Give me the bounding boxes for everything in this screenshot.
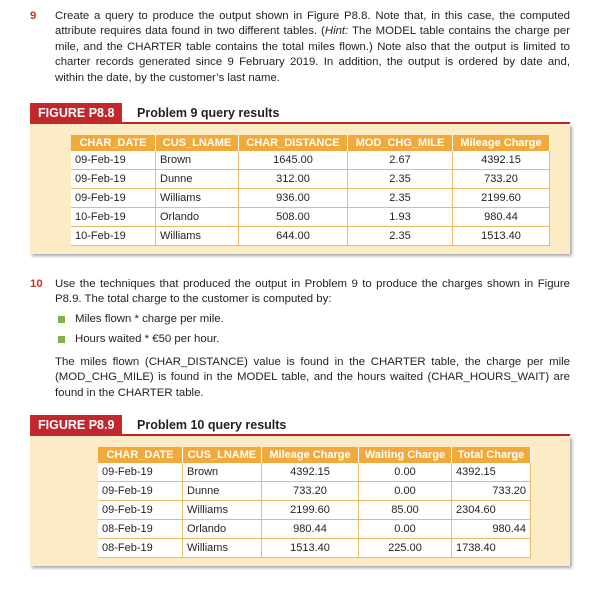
table-row	[98, 482, 531, 501]
table-cell: 08-Feb-19	[98, 539, 183, 558]
table-cell: 980.44	[262, 520, 359, 539]
column-header: Mileage Charge	[262, 447, 359, 463]
column-header: CUS_LNAME	[156, 135, 239, 151]
table-cell: 225.00	[359, 539, 452, 558]
table-cell: 2.35	[348, 170, 453, 189]
column-header: CHAR_DATE	[71, 135, 156, 151]
table-row	[98, 463, 531, 482]
table-cell: Williams	[156, 189, 239, 208]
table-cell: 936.00	[239, 189, 348, 208]
figure-p89-box	[30, 436, 570, 566]
figure-p88-box	[30, 124, 570, 254]
table-cell: 1738.40	[452, 539, 531, 558]
problem-9-text	[55, 9, 570, 86]
table-cell: 980.44	[452, 520, 531, 539]
table-cell: 2304.60	[452, 501, 531, 520]
table-header-row	[98, 447, 531, 463]
table-cell: 09-Feb-19	[98, 463, 183, 482]
table-cell: Williams	[183, 501, 262, 520]
figure-p88-header	[30, 103, 570, 123]
table-cell: 508.00	[239, 208, 348, 227]
bullet-item	[55, 332, 570, 349]
table-cell: 2199.60	[262, 501, 359, 520]
table-cell: 4392.15	[262, 463, 359, 482]
bullet-text: Miles flown * charge per mile.	[75, 312, 224, 325]
table-cell: Dunne	[183, 482, 262, 501]
table-cell: 2199.60	[453, 189, 550, 208]
figure-p88-label: FIGURE P8.8	[30, 103, 122, 123]
table-cell: 0.00	[359, 520, 452, 539]
table-cell: 2.35	[348, 189, 453, 208]
table-cell: 0.00	[359, 463, 452, 482]
table-cell: 1513.40	[262, 539, 359, 558]
bullet-square-icon	[58, 336, 65, 343]
problem-9-line2: The MODEL table contains the charge per mile, and the CHARTER table contains the total miles flown.) Note also that the output is limited to charter records generated since 9 February 2019. In addition, the output is ordered by date and, within the date, by the customer’s last name.	[55, 25, 570, 84]
table-row	[98, 520, 531, 539]
table-cell: Williams	[156, 227, 239, 246]
problem-10-number: 10	[30, 278, 43, 290]
table-cell: 980.44	[453, 208, 550, 227]
table-cell: 85.00	[359, 501, 452, 520]
table-header-row	[71, 135, 550, 151]
table-cell: 1645.00	[239, 151, 348, 170]
table-cell: 644.00	[239, 227, 348, 246]
figure-p88-title: Problem 9 query results	[137, 106, 280, 120]
table-row	[98, 539, 531, 558]
table-cell: 1.93	[348, 208, 453, 227]
table-cell: 0.00	[359, 482, 452, 501]
table-cell: 09-Feb-19	[98, 501, 183, 520]
table-cell: 733.20	[452, 482, 531, 501]
table-cell: 09-Feb-19	[71, 151, 156, 170]
table-cell: 733.20	[453, 170, 550, 189]
problem-9-line1: Create a query to produce the output shown in Figure P8.8. Note that, in this case, the computed attribute requires data found in two different tables. (	[55, 10, 570, 38]
table-cell: 312.00	[239, 170, 348, 189]
table-cell: 09-Feb-19	[71, 189, 156, 208]
table-cell: Brown	[183, 463, 262, 482]
table-cell: 2.35	[348, 227, 453, 246]
table-row	[71, 170, 550, 189]
bullet-text: Hours waited * €50 per hour.	[75, 332, 220, 345]
table-cell: 4392.15	[452, 463, 531, 482]
column-header: Mileage Charge	[453, 135, 550, 151]
column-header: Waiting Charge	[359, 447, 452, 463]
table-cell: 09-Feb-19	[98, 482, 183, 501]
table-cell: 2.67	[348, 151, 453, 170]
table-row	[71, 151, 550, 170]
table-row	[71, 189, 550, 208]
table-cell: Dunne	[156, 170, 239, 189]
table-cell: 4392.15	[453, 151, 550, 170]
table-cell: Brown	[156, 151, 239, 170]
table-cell: Williams	[183, 539, 262, 558]
column-header: CUS_LNAME	[183, 447, 262, 463]
problem-10-intro: Use the techniques that produced the output in Problem 9 to produce the charges shown in Figure P8.9. The total charge to the customer is computed by:	[55, 278, 570, 306]
table-cell: 10-Feb-19	[71, 208, 156, 227]
column-header: Total Charge	[452, 447, 531, 463]
figure-p89-title: Problem 10 query results	[137, 418, 287, 432]
problem-10-text	[55, 277, 570, 401]
problem-10-para2: The miles flown (CHAR_DISTANCE) value is found in the CHARTER table, the charge per mile (MOD_CHG_MILE) is found in the MODEL table, and the hours waited (CHAR_HOURS_WAIT) are found in the CHARTER table.	[55, 355, 570, 399]
table-row	[98, 501, 531, 520]
table-cell: 1513.40	[453, 227, 550, 246]
table-cell: Orlando	[183, 520, 262, 539]
problem-9-number: 9	[30, 10, 37, 22]
figure-p89-header	[30, 415, 570, 435]
column-header: CHAR_DISTANCE	[239, 135, 348, 151]
table-cell: 10-Feb-19	[71, 227, 156, 246]
table-row	[71, 208, 550, 227]
figure-p89-table	[98, 447, 531, 558]
column-header: MOD_CHG_MILE	[348, 135, 453, 151]
problem-9-hint-label: Hint:	[324, 25, 349, 38]
table-cell: Orlando	[156, 208, 239, 227]
table-cell: 08-Feb-19	[98, 520, 183, 539]
table-cell: 733.20	[262, 482, 359, 501]
table-cell: 09-Feb-19	[71, 170, 156, 189]
table-row	[71, 227, 550, 246]
figure-p88-table	[71, 135, 550, 246]
bullet-item	[55, 312, 570, 329]
column-header: CHAR_DATE	[98, 447, 183, 463]
bullet-square-icon	[58, 316, 65, 323]
figure-p89-label: FIGURE P8.9	[30, 415, 122, 435]
